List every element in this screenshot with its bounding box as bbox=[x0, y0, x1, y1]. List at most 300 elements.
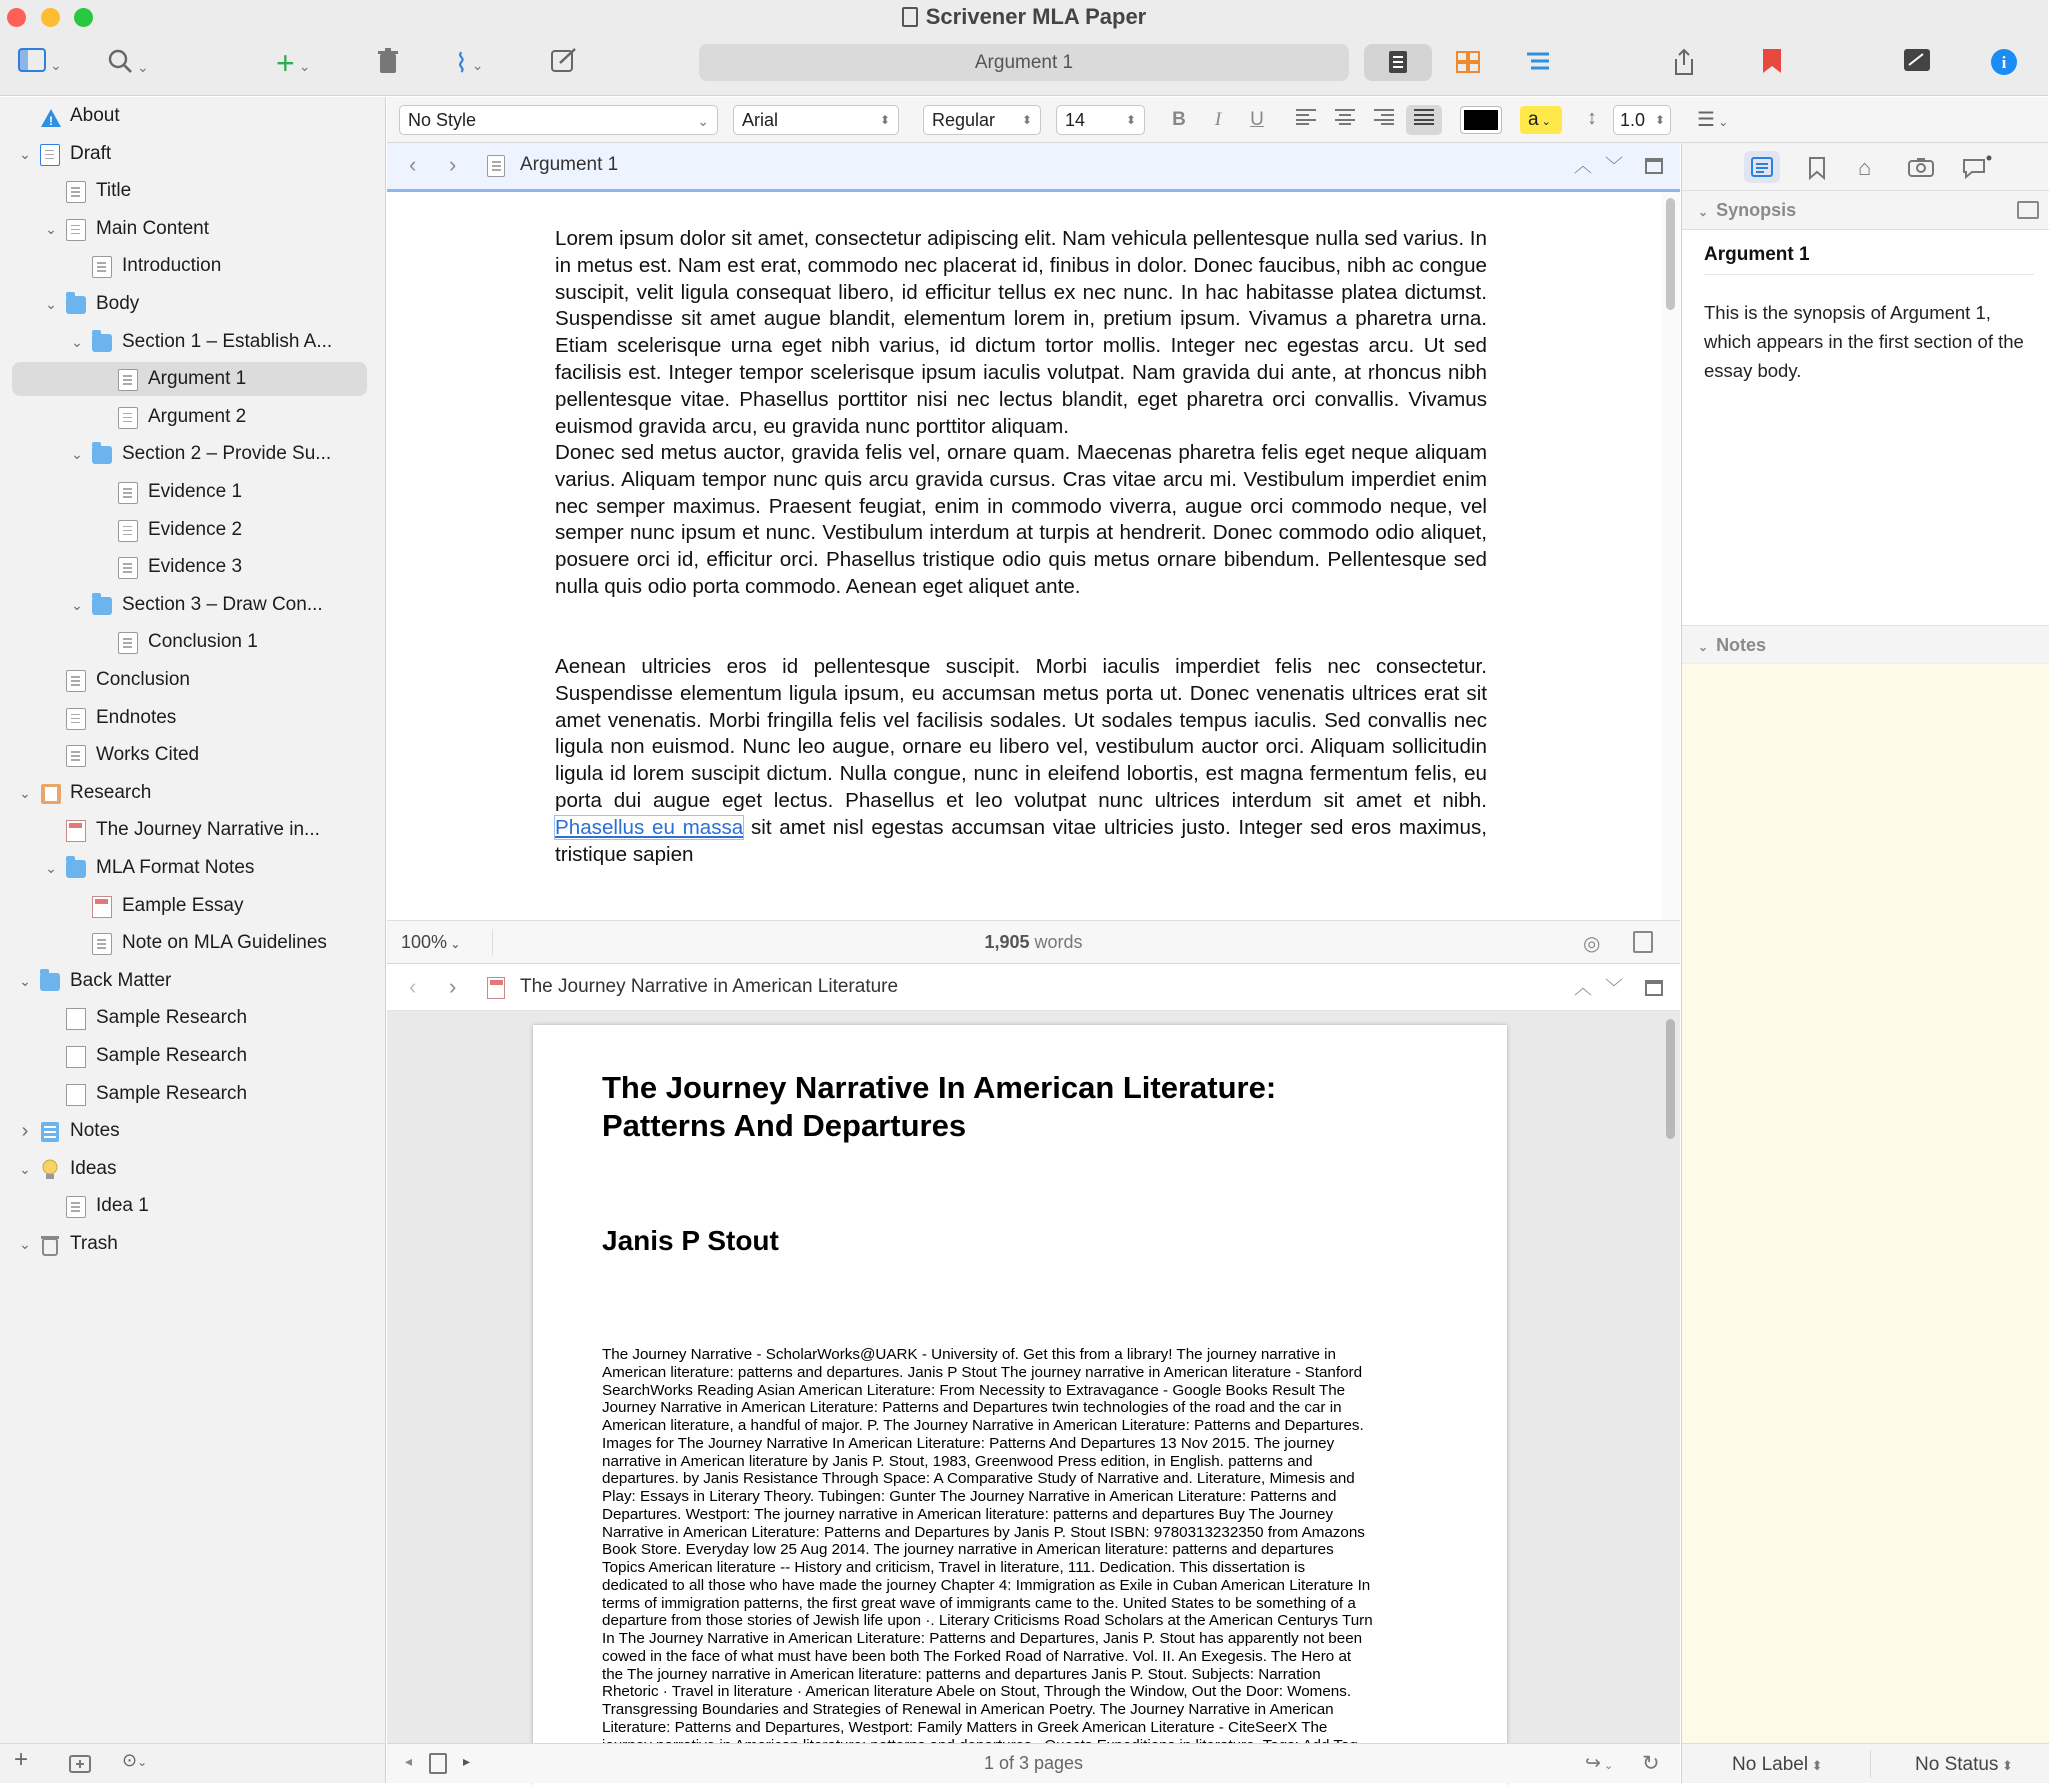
tag-icon: ⌂ bbox=[1858, 155, 1872, 180]
move-to-trash-button[interactable] bbox=[377, 48, 399, 80]
pdf-scrollbar[interactable] bbox=[1662, 1011, 1680, 1743]
folder-icon bbox=[66, 860, 86, 878]
binder-item[interactable] bbox=[0, 851, 386, 885]
binder-item-label: Title bbox=[96, 180, 132, 202]
paragraph-2: Donec sed metus auctor, gravida felis vel, ornare quam. Maecenas pharetra felis eget neque aliquam varius. Aliquam tempor nunc quis arcu gravida cursus. Cras vitae arcu mi. Vestibulum imperdiet enim nec semper maximus. Praesent feugiat, enim in commodo viverra, augue orci commodo neque, vel semper nunc ipsum et nunc. Vestibulum interdum at turpis at hendrerit. Donec commodo odio aliquet, posuere orci id, efficitur orci. Phasellus tristique odio quis metus ornare bibendum. Pellentesque sed nulla quis odio porta commodo. Aenean eget aliquet ante. bbox=[555, 441, 1487, 598]
plus-icon: + bbox=[276, 45, 295, 81]
disclosure-open-icon[interactable]: ⌄ bbox=[71, 333, 83, 350]
word-count-label: words bbox=[1034, 932, 1083, 952]
font-size-value: 14 bbox=[1065, 110, 1086, 130]
editor-top-title[interactable]: Argument 1 bbox=[520, 154, 619, 175]
synopsis-title-field[interactable]: Argument 1 bbox=[1704, 244, 2034, 275]
disclosure-open-icon[interactable]: ⌄ bbox=[45, 220, 57, 237]
binder-item[interactable] bbox=[0, 1077, 386, 1111]
binder-item[interactable] bbox=[0, 1189, 386, 1223]
pdf-text-line: Narrative in American Literature: Patterns and Departures by Janis P. Stout ISBN: 9780313232350 from Amazons bbox=[602, 1523, 1365, 1541]
disclosure-open-icon[interactable]: ⌄ bbox=[19, 784, 31, 801]
italic-label: I bbox=[1214, 109, 1222, 130]
pdf-text-line: cowed in the face of what must have been both The Forked Road of Narrative. Vol. II. An Exegesis. The Hero at bbox=[602, 1647, 1352, 1665]
corkboard-icon bbox=[1456, 51, 1480, 73]
font-weight-value: Regular bbox=[932, 110, 996, 130]
synopsis-section-header[interactable] bbox=[1682, 191, 2049, 229]
binder-item[interactable] bbox=[0, 550, 386, 584]
comment-bubble-icon bbox=[1962, 155, 1992, 179]
binder-item-label: MLA Format Notes bbox=[96, 857, 255, 878]
disclosure-open-icon[interactable]: ⌄ bbox=[19, 972, 31, 989]
document-icon bbox=[66, 670, 86, 692]
binder-item-label: Evidence 1 bbox=[148, 481, 243, 502]
up-down-arrows-icon: ⬍ bbox=[1125, 113, 1136, 127]
chevron-down-icon: ⌄ bbox=[1714, 115, 1729, 129]
single-document-view-button[interactable] bbox=[1364, 44, 1432, 81]
status-value: No Status bbox=[1915, 1754, 1999, 1775]
document-icon bbox=[66, 1196, 86, 1218]
underline-button[interactable] bbox=[1242, 105, 1272, 135]
pdf-text-line: The Journey Narrative - ScholarWorks@UARK - University of. Get this from a library! The journey narrative in bbox=[602, 1346, 1336, 1363]
notes-header-label: Notes bbox=[1716, 635, 1767, 655]
binder-item[interactable] bbox=[0, 475, 386, 509]
paperclip-icon: ⌇ bbox=[455, 48, 468, 78]
search-icon bbox=[107, 48, 133, 74]
lightbulb-icon bbox=[40, 1159, 60, 1181]
binder-item-label: Section 1 – Establish A... bbox=[122, 330, 333, 352]
camera-icon bbox=[1908, 157, 1934, 177]
page-indicator: 1 of 3 pages bbox=[983, 1753, 1084, 1773]
window-title bbox=[0, 4, 2048, 30]
text-color-button[interactable] bbox=[1460, 106, 1502, 134]
blank-page-icon bbox=[66, 1046, 86, 1068]
binder-item[interactable] bbox=[0, 400, 386, 434]
document-view-icon bbox=[1388, 50, 1408, 74]
binder-item[interactable] bbox=[0, 99, 386, 133]
zoom-value: 100% bbox=[401, 932, 448, 952]
add-folder-icon bbox=[68, 1752, 92, 1774]
disclosure-open-icon[interactable]: ⌄ bbox=[19, 145, 31, 162]
highlight-label: a bbox=[1528, 109, 1539, 130]
disclosure-open-icon[interactable]: ⌄ bbox=[45, 296, 57, 312]
notes-tab[interactable] bbox=[1744, 151, 1780, 183]
binder-item[interactable] bbox=[0, 174, 386, 208]
editor-header-top bbox=[387, 143, 1680, 192]
chevron-down-icon: ⌄ bbox=[1698, 640, 1709, 654]
ellipsis-circle-icon: ⊙ bbox=[122, 1750, 138, 1770]
share-button[interactable] bbox=[1673, 48, 1695, 82]
chevron-down-icon: ﹀ bbox=[1605, 156, 1623, 176]
binder-item[interactable] bbox=[0, 588, 386, 622]
synopsis-area[interactable] bbox=[1682, 229, 2049, 625]
svg-text:!: ! bbox=[49, 114, 53, 128]
italic-button[interactable] bbox=[1203, 105, 1233, 135]
refresh-icon: ↻ bbox=[1642, 1752, 1660, 1775]
binder-item[interactable] bbox=[0, 1039, 386, 1073]
pdf-text-line: American literature: patterns and departures. Janis P Stout The journey narrative in American literature - Stanford bbox=[602, 1363, 1363, 1381]
add-button[interactable] bbox=[14, 1746, 28, 1774]
binder-item[interactable] bbox=[0, 625, 386, 659]
chevron-left-icon: ‹ bbox=[409, 152, 417, 177]
editor-header-bottom bbox=[387, 965, 1680, 1011]
maximize-editor-icon[interactable] bbox=[1645, 158, 1663, 174]
binder-item-label: Back Matter bbox=[70, 969, 172, 991]
binder-item[interactable] bbox=[0, 513, 386, 547]
info-icon bbox=[1990, 48, 2018, 76]
pdf-text-line: In The Journey Narrative in American Literature: Patterns and Departures, Janis P. Stout has apparently not been bbox=[602, 1630, 1363, 1647]
document-icon bbox=[92, 933, 112, 955]
label-select[interactable] bbox=[1732, 1754, 1823, 1776]
binder-item[interactable] bbox=[0, 701, 386, 735]
editor-bottom-footer bbox=[387, 1743, 1680, 1783]
document-icon bbox=[66, 181, 86, 203]
style-value: No Style bbox=[408, 110, 477, 130]
pdf-actions-button[interactable] bbox=[1585, 1752, 1613, 1775]
add-item-button[interactable] bbox=[276, 45, 311, 81]
align-left-icon bbox=[1296, 109, 1316, 125]
chevron-right-icon: › bbox=[449, 974, 457, 999]
chevron-right-icon: › bbox=[449, 152, 457, 177]
research-icon bbox=[40, 783, 60, 805]
up-down-arrows-icon: ⬍ bbox=[1021, 113, 1032, 127]
chevron-down-icon: ⌄ bbox=[697, 113, 709, 129]
binder-footer bbox=[0, 1743, 386, 1783]
pdf-text-line: Book Store. Everyday low 25 Aug 2014. The journey narrative in American literature: patterns and departures bbox=[602, 1541, 1334, 1559]
forward-arrow-icon: ↪ bbox=[1585, 1753, 1601, 1774]
pdf-title-line-2: Patterns And Departures bbox=[602, 1108, 967, 1143]
triangle-left-icon: ◂ bbox=[405, 1753, 413, 1769]
image-icon[interactable] bbox=[2017, 201, 2039, 219]
compose-button[interactable] bbox=[551, 48, 577, 78]
pdf-viewer[interactable] bbox=[387, 1011, 1662, 1743]
folder-icon bbox=[66, 296, 86, 314]
quick-reference-icon bbox=[1903, 48, 1931, 72]
sidebar-icon bbox=[18, 48, 46, 72]
editor-top-scrollbar[interactable] bbox=[1662, 192, 1680, 920]
pdf-text-line: American literature, a handful of major. P. The Journey Narrative in American Literature: Patterns and Departures. bbox=[602, 1417, 1364, 1434]
pdf-text-line: Journey Narrative in American Literature: Patterns and Departures twin technologies of the road and the car in bbox=[602, 1399, 1342, 1417]
binder-item-label: Body bbox=[96, 293, 140, 314]
forward-button[interactable] bbox=[449, 974, 456, 1000]
binder-item[interactable] bbox=[0, 437, 386, 471]
binder-item[interactable] bbox=[0, 1152, 386, 1186]
binder-item[interactable] bbox=[0, 287, 386, 321]
inspector-footer bbox=[1682, 1743, 2049, 1783]
justify-button[interactable] bbox=[1406, 105, 1442, 135]
chevron-up-icon: ︿ bbox=[1574, 978, 1592, 998]
pdf-text-line: Literature: Patterns and Departures, Westport: Family Matters in Greek American Literature - CiteSeerX The bbox=[602, 1718, 1328, 1736]
paragraph-3-tail: sit amet nisl egestas accumsan vitae ultricies justo. Integer sed eros maximus, tristique sapien bbox=[555, 815, 1487, 866]
comments-tab[interactable] bbox=[1962, 155, 1992, 184]
pdf-text-line: departures. by Janis Resistance Through Space: A Comparative Study of Narrative and. Literature, Mimesis and bbox=[602, 1470, 1355, 1488]
binder-item-label: Note on MLA Guidelines bbox=[122, 932, 327, 954]
editor-top-text[interactable] bbox=[387, 192, 1662, 920]
bold-button[interactable] bbox=[1164, 105, 1194, 135]
binder-item-label: The Journey Narrative in... bbox=[96, 819, 320, 841]
disclosure-open-icon[interactable]: ⌄ bbox=[71, 596, 83, 613]
binder-item-label: Eample Essay bbox=[122, 894, 244, 916]
align-left-button[interactable] bbox=[1291, 105, 1321, 135]
pdf-text-line: dedicated to all those who have made the journey Chapter 4: Immigration as Exile in Cuban American Literature In bbox=[602, 1576, 1371, 1594]
font-weight-select[interactable] bbox=[923, 105, 1041, 135]
binder-item[interactable] bbox=[0, 1001, 386, 1035]
binder-item[interactable] bbox=[0, 889, 386, 923]
paragraph-1: Lorem ipsum dolor sit amet, consectetur adipiscing elit. Nam vehicula pellentesque nulla sed varius. In in metus est. Nam est erat, commodo nec placerat id, finibus in dolor. Donec faucibus, nibh ac congue suscipit, velit ligula consequat libero, id efficitur tellus ex nec nunc. In hac habitasse platea dictumst. Suspendisse sit amet augue blandit, elementum lorem in, pretium ipsum. Vivamus a pharetra urna. Etiam scelerisque urna eget nibh varius, id dictum tortor mollis. Integer nec egestas arcu. Ut sed facilisis est. Integer tempor scelerisque ipsum iaculis volutpat. Nam gravida dui ante, at rhoncus nibh pellentesque vitae. Phasellus porttitor nisi nec lectus blandit, eget pharetra orci convallis. Vivamus euismod gravida arcu, eu gravida nunc porttitor aliquam. bbox=[555, 227, 1487, 438]
notes-tab-icon bbox=[1751, 157, 1773, 177]
binder-item-label: Argument 2 bbox=[148, 405, 247, 427]
chevron-left-icon: ‹ bbox=[409, 974, 417, 999]
synopsis-text-field[interactable]: This is the synopsis of Argument 1, which appears in the first section of the essay body. bbox=[1704, 302, 2024, 381]
binder-item-label: About bbox=[70, 105, 120, 126]
maximize-editor-icon[interactable] bbox=[1645, 980, 1663, 996]
folder-icon bbox=[92, 597, 112, 615]
draft-icon bbox=[40, 144, 60, 166]
list-style-button[interactable] bbox=[1697, 107, 1728, 132]
binder-item-label: Endnotes bbox=[96, 706, 177, 728]
pdf-text-line: Departures. Westport: The journey narrative in American literature: patterns and departures Buy The Journey bbox=[602, 1505, 1334, 1523]
pdf-text-line: departure from those stories of Jewish life upon ·. Literary Criticisms Road Scholars at the American Centurys Turn bbox=[602, 1612, 1373, 1630]
pdf-text-line: Topics American literature -- History and criticism, Travel in literature, 111. Dedication. This dissertation is bbox=[602, 1559, 1306, 1576]
folder-icon bbox=[92, 446, 112, 464]
chevron-down-icon: ⌄ bbox=[471, 57, 484, 74]
pdf-text-line: the The journey narrative in American literature: patterns and departures Janis P. Stout. Subjects: Narration bbox=[602, 1665, 1321, 1683]
group-view-segment bbox=[1364, 44, 1534, 81]
pdf-title-line-1: The Journey Narrative In American Literature: bbox=[602, 1070, 1277, 1105]
inspector-panel bbox=[1681, 143, 2048, 1783]
next-document-button[interactable] bbox=[1605, 974, 1623, 1000]
binder-item-label: Main Content bbox=[96, 217, 210, 239]
attach-button[interactable] bbox=[455, 48, 483, 80]
binder-item[interactable] bbox=[0, 137, 386, 171]
binder-item-label: Introduction bbox=[122, 255, 222, 277]
trash-icon bbox=[377, 48, 399, 74]
document-icon bbox=[118, 520, 138, 542]
chevron-down-icon: ⌄ bbox=[298, 57, 311, 74]
binder-item[interactable] bbox=[0, 249, 386, 283]
binder-sidebar bbox=[0, 97, 386, 1783]
bold-label: B bbox=[1172, 109, 1186, 130]
bookmark-button[interactable] bbox=[1762, 48, 1782, 80]
new-folder-button[interactable] bbox=[68, 1752, 92, 1781]
binder-item-label: Section 2 – Provide Su... bbox=[122, 443, 332, 465]
forward-button[interactable] bbox=[449, 152, 456, 178]
previous-document-button[interactable] bbox=[1574, 974, 1592, 1000]
chevron-down-icon: ⌄ bbox=[137, 59, 149, 76]
label-value: No Label bbox=[1732, 1754, 1809, 1775]
document-icon bbox=[118, 557, 138, 579]
pdf-text-line: Transgressing Boundaries and Strategies of Renewal in American Poetry. The Journey Narrative in American bbox=[602, 1701, 1334, 1718]
editor-bottom-title[interactable]: The Journey Narrative in American Literature bbox=[520, 976, 899, 997]
binder-item[interactable] bbox=[0, 964, 386, 998]
binder-item[interactable] bbox=[12, 362, 367, 396]
binder-item[interactable] bbox=[0, 212, 386, 246]
pdf-author: Janis P Stout bbox=[602, 1225, 779, 1256]
pdf-text-line: Play: Essays in Literary Theory. Tubingen: Gunter The Journey Narrative in American Literature: Patterns and bbox=[602, 1488, 1337, 1505]
word-count-value: 1,905 bbox=[984, 932, 1030, 952]
binder-actions-button[interactable] bbox=[122, 1750, 147, 1771]
pdf-page bbox=[533, 1025, 1507, 1785]
plus-icon: + bbox=[14, 1746, 29, 1773]
corkboard-view-button[interactable] bbox=[1434, 44, 1502, 81]
binder-item-label: Ideas bbox=[70, 1157, 117, 1179]
bookmark-outline-icon bbox=[1809, 157, 1825, 179]
text-color-swatch bbox=[1464, 110, 1498, 130]
inspector-tabs bbox=[1682, 143, 2049, 191]
binder-item[interactable] bbox=[0, 776, 386, 810]
trash-icon bbox=[40, 1234, 60, 1256]
binder-item[interactable] bbox=[0, 926, 386, 960]
document-icon bbox=[92, 256, 112, 278]
pdf-icon bbox=[66, 820, 86, 842]
title-toolbar bbox=[0, 0, 2048, 96]
svg-text:i: i bbox=[2001, 53, 2007, 72]
scroll-thumb[interactable] bbox=[1666, 198, 1675, 310]
format-bar bbox=[387, 97, 2048, 143]
metadata-tab[interactable] bbox=[1858, 155, 1871, 181]
document-icon bbox=[118, 407, 138, 429]
chevron-down-icon: ﹀ bbox=[1605, 978, 1623, 998]
disclosure-open-icon[interactable]: ⌄ bbox=[19, 1160, 31, 1177]
chevron-down-icon: ⌄ bbox=[1600, 1760, 1614, 1772]
share-icon bbox=[1673, 48, 1695, 76]
pdf-text-line: Images for The Journey Narrative In American Literature: Patterns And Departures 13 Nov 2015. The journey bbox=[602, 1434, 1335, 1452]
document-title-field[interactable] bbox=[699, 44, 1349, 81]
disclosure-open-icon[interactable]: ⌄ bbox=[45, 860, 57, 876]
binder-item-label: Evidence 2 bbox=[148, 518, 243, 540]
up-down-arrows-icon: ⬍ bbox=[879, 113, 890, 127]
binder-item-label: Section 3 – Draw Con... bbox=[122, 593, 323, 615]
pdf-icon bbox=[487, 977, 505, 999]
binder-item[interactable] bbox=[0, 663, 386, 697]
bookmarks-tab[interactable] bbox=[1809, 157, 1825, 184]
binder-item-label: Draft bbox=[70, 142, 112, 164]
align-right-icon bbox=[1374, 109, 1394, 125]
hyperlink[interactable]: Phasellus eu massa bbox=[555, 815, 744, 839]
folder-icon bbox=[92, 334, 112, 352]
status-select[interactable] bbox=[1915, 1754, 2013, 1776]
pdf-document-title bbox=[602, 1069, 1462, 1145]
back-button[interactable] bbox=[409, 152, 416, 178]
binder-item[interactable] bbox=[0, 1114, 386, 1148]
paragraph-3 bbox=[555, 654, 1487, 868]
chevron-down-icon: ⌄ bbox=[137, 1755, 148, 1769]
binder-item-label: Notes bbox=[70, 1120, 120, 1142]
list-icon: ☰ bbox=[1697, 109, 1715, 131]
notes-section-header[interactable] bbox=[1682, 625, 2049, 663]
next-document-button[interactable] bbox=[1605, 152, 1623, 178]
up-down-arrows-icon: ⬍ bbox=[1808, 1758, 1823, 1773]
document-icon bbox=[66, 708, 86, 730]
line-spacing-value: 1.0 bbox=[1620, 110, 1646, 130]
binder-item[interactable] bbox=[0, 1227, 386, 1261]
folder-icon bbox=[40, 973, 60, 991]
chevron-down-icon: ⌄ bbox=[447, 937, 461, 951]
binder-item-label: Works Cited bbox=[96, 744, 200, 766]
pdf-text-line: narrative in American literature by Janis P. Stout, 1983, Greenwood Press edition, in English. patterns and bbox=[602, 1452, 1313, 1470]
search-button[interactable] bbox=[107, 48, 149, 82]
triangle-right-icon: ▸ bbox=[463, 1753, 471, 1769]
view-mode-button[interactable] bbox=[18, 48, 62, 80]
style-select[interactable] bbox=[399, 105, 718, 135]
about-icon bbox=[40, 106, 60, 128]
document-icon bbox=[66, 745, 86, 767]
disclosure-open-icon[interactable]: ⌄ bbox=[19, 1236, 31, 1252]
inspector-button[interactable] bbox=[1990, 48, 2018, 82]
binder-item-label: Sample Research bbox=[96, 1007, 248, 1029]
refresh-button[interactable] bbox=[1642, 1751, 1660, 1776]
binder-item[interactable] bbox=[0, 813, 386, 847]
divider bbox=[1870, 1750, 1871, 1778]
pdf-text-line: terms of immigration patterns, the first great wave of immigrants came to the. United States to be something of a bbox=[602, 1594, 1356, 1612]
binder-item-label: Evidence 3 bbox=[148, 556, 243, 578]
document-icon bbox=[487, 155, 505, 177]
binder-item-label: Sample Research bbox=[96, 1082, 248, 1104]
align-center-icon bbox=[1335, 109, 1355, 125]
document-icon bbox=[118, 632, 138, 654]
document-stack-icon bbox=[66, 219, 86, 241]
snapshots-tab[interactable] bbox=[1908, 157, 1934, 182]
compose-icon bbox=[551, 48, 577, 72]
binder-item-label: Trash bbox=[70, 1233, 118, 1254]
underline-label: U bbox=[1250, 109, 1264, 130]
target-button[interactable] bbox=[1583, 931, 1600, 956]
disclosure-open-icon[interactable]: ⌄ bbox=[71, 446, 83, 463]
pdf-icon bbox=[92, 896, 112, 918]
document-icon bbox=[118, 369, 138, 391]
binder-item-label: Research bbox=[70, 781, 152, 803]
window-title-text: Scrivener MLA Paper bbox=[925, 4, 1147, 29]
bookmark-icon bbox=[1762, 48, 1782, 74]
binder-item[interactable] bbox=[0, 738, 386, 772]
align-right-button[interactable] bbox=[1369, 105, 1399, 135]
binder-item-label: Conclusion bbox=[96, 669, 190, 690]
binder-item-label: Conclusion 1 bbox=[148, 631, 258, 653]
chevron-down-icon: ⌄ bbox=[1538, 116, 1551, 128]
line-spacing-select[interactable] bbox=[1613, 105, 1671, 135]
target-icon: ◎ bbox=[1583, 933, 1601, 955]
word-count bbox=[387, 932, 1680, 953]
quick-reference-button[interactable] bbox=[1903, 48, 1931, 78]
previous-document-button[interactable] bbox=[1574, 152, 1592, 178]
chevron-down-icon: ⌄ bbox=[50, 57, 62, 74]
font-family-select[interactable] bbox=[733, 105, 899, 135]
pdf-text-line: SearchWorks Reading Asian American Literature: From Necessity to Extravagance - Google Books Result The bbox=[602, 1381, 1346, 1399]
binder-item-label: Argument 1 bbox=[148, 368, 247, 390]
outliner-view-button[interactable] bbox=[1504, 44, 1572, 81]
back-button[interactable] bbox=[409, 974, 416, 1000]
synopsis-header-label: Synopsis bbox=[1716, 200, 1797, 220]
scroll-thumb[interactable] bbox=[1666, 1019, 1675, 1139]
notes-icon bbox=[40, 1121, 60, 1143]
binder-item-label: Sample Research bbox=[96, 1045, 248, 1066]
editor-top-footer bbox=[387, 920, 1680, 964]
up-down-arrows-icon: ⬍ bbox=[1654, 113, 1665, 127]
document-title-text: Argument 1 bbox=[974, 52, 1074, 73]
highlight-color-button[interactable] bbox=[1520, 106, 1562, 134]
notes-area[interactable] bbox=[1682, 663, 2049, 1743]
line-spacing-icon: ↕ bbox=[1587, 107, 1597, 129]
document-notes-icon[interactable] bbox=[1633, 931, 1653, 953]
align-center-button[interactable] bbox=[1330, 105, 1360, 135]
blank-page-icon bbox=[66, 1008, 86, 1030]
document-icon bbox=[118, 482, 138, 504]
disclosure-closed-icon[interactable]: › bbox=[21, 1120, 29, 1143]
font-size-select[interactable] bbox=[1056, 105, 1145, 135]
pdf-body-text bbox=[602, 1346, 1502, 1754]
binder-item-label: Idea 1 bbox=[96, 1195, 149, 1217]
font-family-value: Arial bbox=[742, 110, 779, 130]
chevron-down-icon: ⌄ bbox=[1698, 205, 1709, 219]
binder-item[interactable] bbox=[0, 325, 386, 359]
app-doc-icon bbox=[902, 7, 918, 27]
paragraph-3-text: Aenean ultricies eros id pellentesque suscipit. Morbi iaculis imperdiet felis nec consectetur. Suspendisse elementum ligula ipsum, eu accumsan metus porta ut. Donec venenatis ultrices erat sit amet venenatis. Morbi fringilla felis vel facilisis sodales. Ut sodales tempus iaculis. Sed convallis nec ligula non euismod. Nunc leo augue, ornare eu libero vel, vestibulum auctor orci. Aliquam sollicitudin ligula id lorem suscipit dictum. Nulla congue, nunc in eleifend lobortis, est magna fermentum felis, eu porta dui augue eget lectus. Phasellus et leo volutpat nunc ultrices interdum sit amet et nibh. bbox=[555, 655, 1487, 812]
chevron-up-icon: ︿ bbox=[1574, 156, 1592, 176]
